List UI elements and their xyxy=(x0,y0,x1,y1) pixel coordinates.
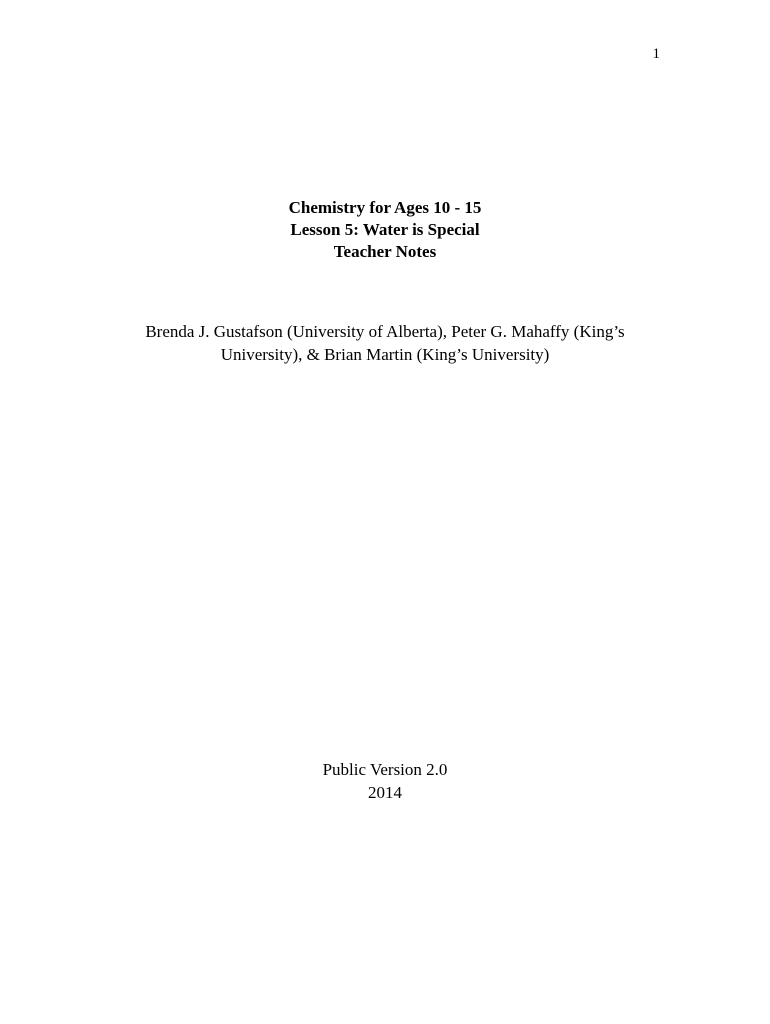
lesson-title: Lesson 5: Water is Special xyxy=(290,220,480,239)
version-label: Public Version 2.0 xyxy=(322,760,448,779)
version-year: 2014 xyxy=(368,783,402,802)
authors-line-2: University), & Brian Martin (King’s University) xyxy=(220,345,550,364)
course-title: Chemistry for Ages 10 - 15 xyxy=(288,198,482,217)
page-number: 1 xyxy=(652,46,660,62)
authors-block xyxy=(100,320,670,366)
notes-title: Teacher Notes xyxy=(333,242,437,261)
title-block xyxy=(0,197,770,263)
authors-line-1: Brenda J. Gustafson (University of Alberta), Peter G. Mahaffy (King’s xyxy=(145,322,625,341)
version-block xyxy=(0,758,770,804)
